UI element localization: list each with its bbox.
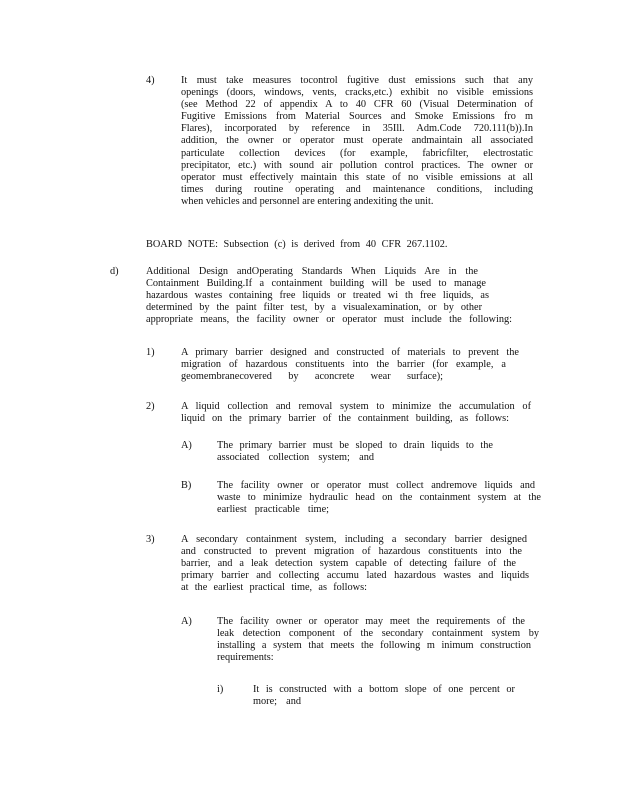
paragraph-2: [146, 401, 536, 429]
paragraph-text: [181, 401, 531, 425]
paragraph-1: [146, 347, 526, 387]
text-line: leak detection component of the secondary containment system by: [217, 628, 539, 640]
text-line: particulate collection devices (for example, fabricfilter, electrostatic: [181, 147, 533, 159]
text-line: Additional Design andOperating Standards When Liquids Are in the: [146, 266, 478, 277]
text-line: associated collection system; and: [217, 452, 374, 464]
text-line: appropriate means, the facility owner or operator must include the following:: [146, 314, 512, 326]
text-line: times during routine operating and maintenance conditions, including: [181, 183, 533, 195]
text-line: A liquid collection and removal system to minimize the accumulation of: [181, 401, 531, 412]
text-line: at the earliest practical time, as follows:: [181, 582, 367, 594]
text-line: A primary barrier designed and constructed of materials to prevent the: [181, 347, 519, 358]
clause-text: [253, 684, 515, 708]
text-line: hazardous wastes containing free liquids or treated wi th free liquids, as: [146, 290, 489, 302]
paragraph-3: [146, 534, 536, 598]
text-line: addition, the owner or operator must operate andmaintain all associated: [181, 135, 533, 147]
subparagraph-text: [217, 480, 541, 516]
paragraph-text: [181, 347, 519, 383]
subparagraph-marker: A): [181, 616, 192, 627]
text-line: Fugitive Emissions from Material Sources and Smoke Emissions fro m: [181, 111, 533, 123]
text-line: The primary barrier must be sloped to drain liquids to the: [217, 440, 493, 451]
text-line: It must take measures tocontrol fugitive dust emissions such that any: [181, 75, 533, 86]
paragraph-marker: 2): [146, 401, 155, 412]
text-line: Flares), incorporated by reference in 35Ill. Adm.Code 720.111(b)).In: [181, 123, 533, 135]
text-line: The facility owner or operator must collect andremove liquids and: [217, 480, 535, 491]
text-line: geomembranecovered by aconcrete wear surface);: [181, 371, 443, 383]
subsection-d: [110, 266, 540, 330]
text-line: Containment Building.If a containment building will be used to manage: [146, 278, 486, 290]
clause-3Ai: [217, 684, 527, 712]
text-line: when vehicles and personnel are entering andexiting the unit.: [181, 195, 434, 207]
text-line: and constructed to prevent migration of hazardous constituents into the: [181, 546, 522, 558]
subparagraph-2A: [181, 440, 511, 468]
subparagraph-text: [217, 616, 539, 664]
subparagraph-marker: A): [181, 440, 192, 451]
text-line: determined by the paint filter test, by a visualexamination, or by other: [146, 302, 482, 314]
paragraph-marker: 1): [146, 347, 155, 358]
text-line: migration of hazardous constituents into the barrier (for example, a: [181, 359, 506, 371]
paragraph-text: [181, 534, 529, 594]
text-line: precipitator, etc.) with sound air pollution control practices. The owner or: [181, 159, 533, 171]
subparagraph-marker: B): [181, 480, 192, 491]
text-line: A secondary containment system, including a secondary barrier designed: [181, 534, 527, 545]
text-line: installing a system that meets the following m inimum construction: [217, 640, 531, 652]
subparagraph-3A: [181, 616, 546, 668]
text-line: The facility owner or operator may meet the requirements of the: [217, 616, 525, 627]
subsection-marker: 4): [146, 75, 155, 86]
subsection-marker: d): [110, 266, 119, 277]
text-line: (see Method 22 of appendix A to 40 CFR 60 (Visual Determination of: [181, 99, 533, 111]
paragraph-marker: 3): [146, 534, 155, 545]
subsection-text: [146, 266, 512, 326]
board-note: BOARD NOTE: Subsection (c) is derived from 40 CFR 267.1102.: [146, 239, 448, 250]
text-line: more; and: [253, 696, 301, 708]
clause-marker: i): [217, 684, 224, 695]
text-line: requirements:: [217, 652, 274, 664]
text-line: It is constructed with a bottom slope of one percent or: [253, 684, 515, 695]
text-line: openings (doors, windows, vents, cracks,etc.) exhibit no visible emissions: [181, 87, 533, 99]
text-line: waste to minimize hydraulic head on the containment system at the: [217, 492, 541, 504]
text-line: liquid on the primary barrier of the containment building, as follows:: [181, 413, 509, 425]
text-line: earliest practicable time;: [217, 504, 329, 516]
subsection-text: [181, 75, 533, 208]
text-line: operator must effectively maintain this state of no visible emissions at all: [181, 171, 533, 183]
text-line: primary barrier and collecting accumu lated hazardous wastes and liquids: [181, 570, 529, 582]
subparagraph-text: [217, 440, 493, 464]
subparagraph-2B: [181, 480, 546, 520]
text-line: barrier, and a leak detection system capable of detecting failure of the: [181, 558, 516, 570]
subsection-4: [146, 75, 536, 215]
